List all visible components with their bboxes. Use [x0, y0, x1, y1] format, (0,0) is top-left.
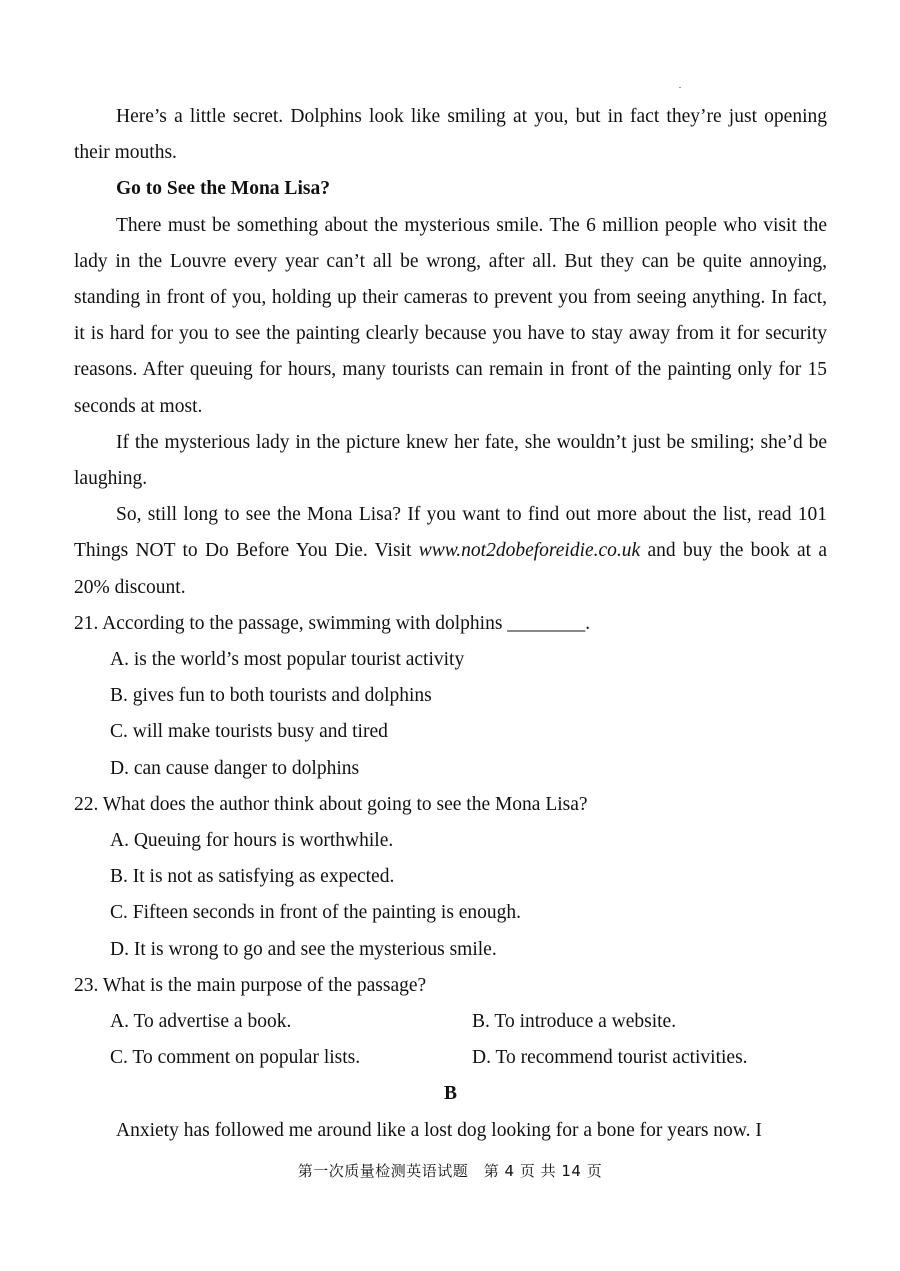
section-b-heading: B — [443, 1083, 457, 1105]
passage-a-paragraph-1: Here’s a little secret. Dolphins look like smiling at you, but in fact they’re just opening their mouths. — [74, 106, 827, 164]
paragraph-4-text-before: So, still long to see the Mona Lisa? If you want to find out more about the list, read 101 Things NOT to Do Before You Die. Visit — [74, 504, 827, 562]
question-23-options-row-1 — [74, 1004, 827, 1040]
question-21-option-b: B. gives fun to both tourists and dolphins — [110, 685, 432, 707]
passage-a-heading: Go to See the Mona Lisa? — [116, 178, 330, 200]
question-21-option-a: A. is the world’s most popular tourist activity — [110, 649, 465, 671]
question-23-option-d: D. To recommend tourist activities. — [472, 1047, 748, 1069]
body-text — [74, 99, 827, 1149]
question-21-option-d: D. can cause danger to dolphins — [110, 757, 360, 779]
question-22-option-a: A. Queuing for hours is worthwhile. — [110, 830, 394, 852]
question-22-option-b: B. It is not as satisfying as expected. — [110, 866, 395, 888]
question-21-stem: 21. According to the passage, swimming with dolphins ________. — [74, 612, 591, 634]
question-22-option-d: D. It is wrong to go and see the mysterious smile. — [110, 938, 497, 960]
question-23-option-b: B. To introduce a website. — [472, 1011, 677, 1033]
passage-b-paragraph-1: Anxiety has followed me around like a lost dog looking for a bone for years now. I — [116, 1119, 762, 1141]
question-22-option-c: C. Fifteen seconds in front of the painting is enough. — [110, 902, 522, 924]
question-23-options-row-2 — [74, 1040, 827, 1076]
question-23-option-a: A. To advertise a book. — [110, 1011, 292, 1033]
passage-a-paragraph-3: If the mysterious lady in the picture knew her fate, she wouldn’t just be smiling; she’d be laughing. — [74, 431, 827, 490]
paragraph-4-text-after: and buy the book at a 20% discount. — [74, 540, 827, 598]
question-22-stem: 22. What does the author think about going to see the Mona Lisa? — [74, 793, 588, 815]
page-footer: 第一次质量检测英语试题 第 4 页 共 14 页 — [297, 1162, 603, 1180]
passage-a-paragraph-2: There must be something about the mysterious smile. The 6 million people who visit the lady in the Louvre every year can’t all be wrong, after all. But they can be quite annoying, standing in front of you, holding up their cameras to prevent you from seeing anything. In fact, it is hard for you to see the painting clearly because you have to stay away from it for security reasons. After queuing for hours, many tourists can remain in front of the painting only for 15 seconds at most. — [74, 214, 827, 417]
scan-speck — [679, 87, 681, 88]
question-23-stem: 23. What is the main purpose of the passage? — [74, 974, 427, 996]
website-url: www.not2dobeforeidie.co.uk — [418, 540, 641, 562]
question-21-option-c: C. will make tourists busy and tired — [110, 721, 388, 743]
passage-a-paragraph-4 — [74, 497, 827, 606]
question-23-option-c: C. To comment on popular lists. — [110, 1047, 361, 1069]
